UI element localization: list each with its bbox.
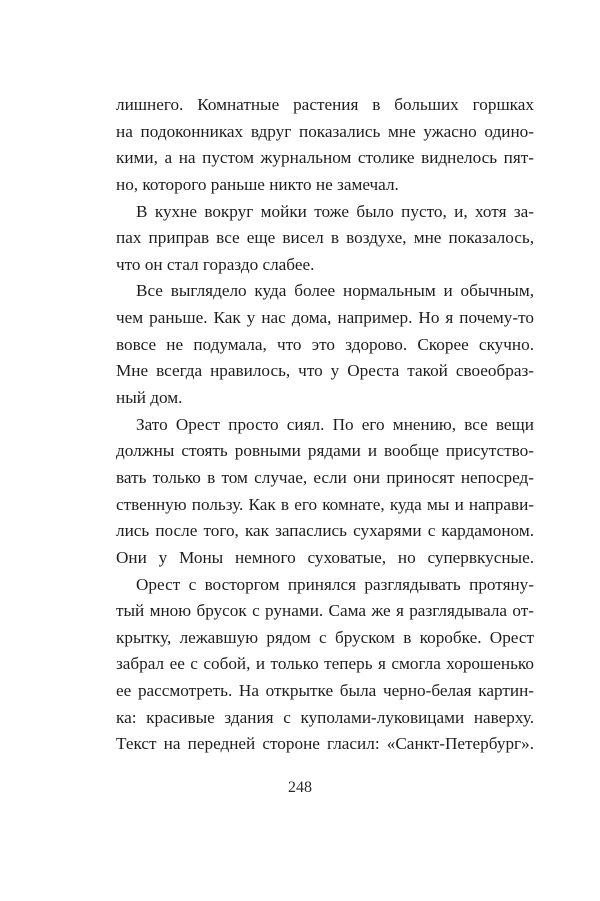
text-line: Текст на передней стороне гласил: «Санкт-Петербург». [116,734,534,754]
text-line: Зато Орест просто сиял. По его мнению, все вещи [136,414,534,434]
text-line: ка: красивые здания с куполами-луковицами наверху. [116,707,534,727]
paragraph [116,572,534,758]
paragraph [116,278,534,411]
text-line: лишнего. Комнатные растения в больших горшках [116,95,534,114]
text-line: чем раньше. Как у нас дома, например. Но я почему-то [116,308,534,328]
page-body-text [116,92,534,758]
text-line: забрал ее с собой, и только теперь я смогла хорошенько [116,654,534,674]
text-line: Орест с восторгом принялся разглядывать протяну- [136,574,534,594]
text-line: ственную пользу. Как в его комнате, куда мы и направи- [116,494,534,514]
text-line: вать только в том случае, если они приносят непосред- [116,467,534,487]
text-line: пах приправ все еще висел в воздухе, мне показалось, [116,228,534,248]
text-line: крытку, лежавшую рядом с бруском в коробке. Орест [116,627,534,647]
text-line: Они у Моны немного суховатые, но супервкусные. [116,547,534,567]
paragraph [116,199,534,279]
text-line: Мне всегда нравилось, что у Ореста такой своеобраз- [116,361,534,381]
page-number: 248 [288,779,312,796]
text-line: тый мною брусок с рунами. Сама же я разглядывала от- [116,601,534,621]
text-line: должны стоять ровными рядами и вообще присутство- [116,441,534,461]
text-line: но, которого раньше никто не замечал. [116,174,399,194]
text-line: на подоконниках вдруг показались мне ужасно одино- [116,121,534,141]
text-line: что он стал гораздо слабее. [116,254,315,274]
text-line: вовсе не подумала, что это здорово. Скорее скучно. [116,334,534,354]
text-line: ее рассмотреть. На открытке была черно-белая картин- [116,681,534,701]
text-line: ный дом. [116,388,183,408]
text-line: лись после того, как запаслись сухарями с кардамоном. [116,521,534,541]
paragraph [116,92,534,199]
text-line: Все выглядело куда более нормальным и обычным, [136,281,534,301]
text-line: В кухне вокруг мойки тоже было пусто, и, хотя за- [136,201,534,221]
paragraph [116,412,534,572]
text-line: кими, а на пустом журнальном столике виднелось пят- [116,148,534,168]
